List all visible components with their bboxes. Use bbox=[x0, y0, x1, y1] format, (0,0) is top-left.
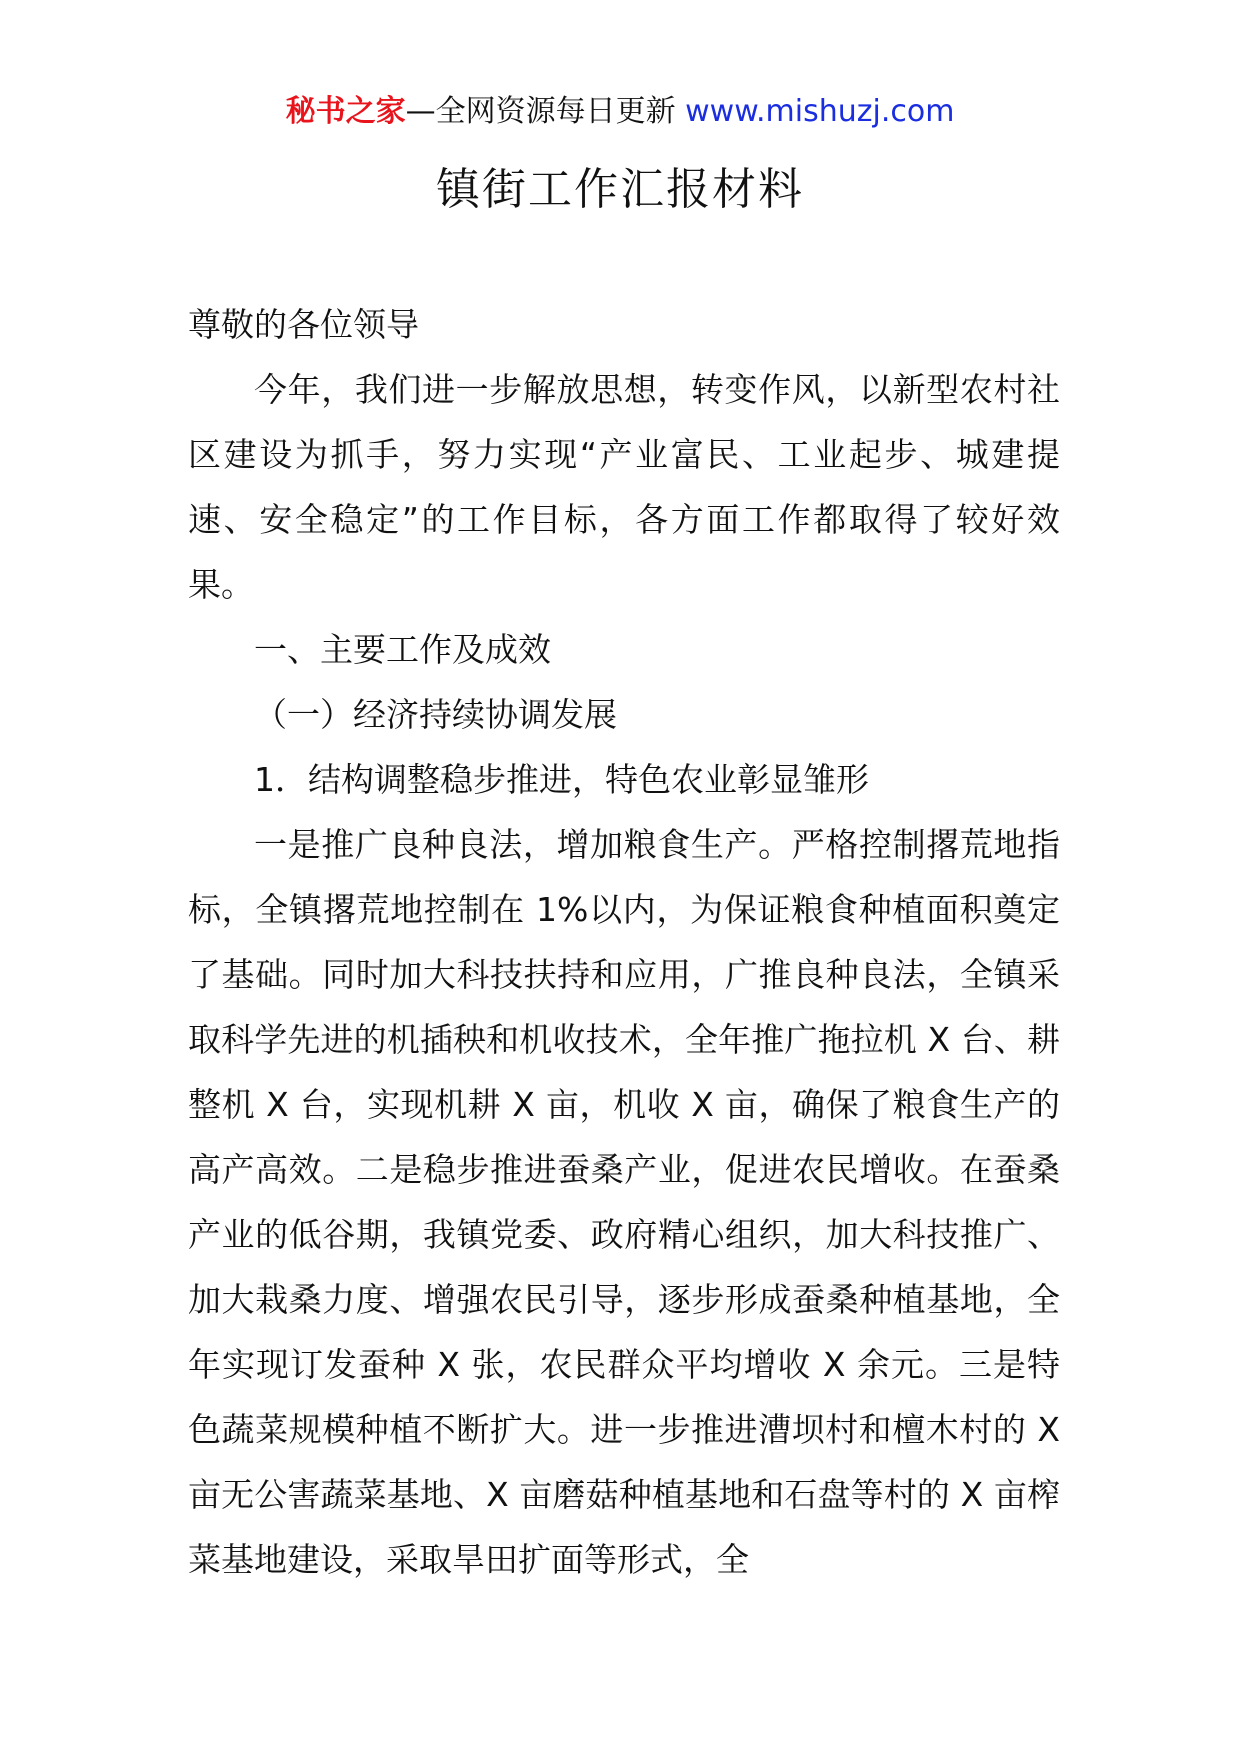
brand-name: 秘书之家 bbox=[285, 94, 406, 129]
section-heading: 一、主要工作及成效 bbox=[254, 630, 551, 669]
site-watermark-header bbox=[0, 92, 1240, 132]
document-body bbox=[188, 292, 1060, 1592]
document-title: 镇街工作汇报材料 bbox=[436, 164, 804, 215]
site-url-link[interactable]: www.mishuzj.com bbox=[685, 94, 955, 129]
subsection-heading: （一）经济持续协调发展 bbox=[254, 695, 617, 734]
salutation: 尊敬的各位领导 bbox=[188, 305, 419, 344]
intro-paragraph: 今年，我们进一步解放思想，转变作风，以新型农村社区建设为抓手，努力实现“产业富民、工业起步、城建提速、安全稳定”的工作目标，各方面工作都取得了较好效果。 bbox=[188, 370, 1060, 604]
body-paragraph: 一是推广良种良法，增加粮食生产。严格控制撂荒地指标，全镇撂荒地控制在 1%以内，为保证粮食种植面积奠定了基础。同时加大科技扶持和应用，广推良种良法，全镇采取科学先进的机插秧和机收技术，全年推广拖拉机 X 台、耕整机 X 台，实现机耕 X 亩，机收 X 亩，确保了粮食生产的高产高效。二是稳步推进蚕桑产业，促进农民增收。在蚕桑产业的低谷期，我镇党委、政府精心组织，加大科技推广、加大栽桑力度、增强农民引导，逐步形成蚕桑种植基地，全年实现订发蚕种 X 张，农民群众平均增收 X 余元。三是特色蔬菜规模种植不断扩大。进一步推进漕坝村和檀木村的 X 亩无公害蔬菜基地、X 亩磨菇种植基地和石盘等村的 X 亩榨菜基地建设，采取旱田扩面等形式，全 bbox=[188, 825, 1060, 1579]
site-slogan: —全网资源每日更新 bbox=[405, 94, 676, 129]
item-heading: 1．结构调整稳步推进，特色农业彰显雏形 bbox=[254, 760, 869, 799]
